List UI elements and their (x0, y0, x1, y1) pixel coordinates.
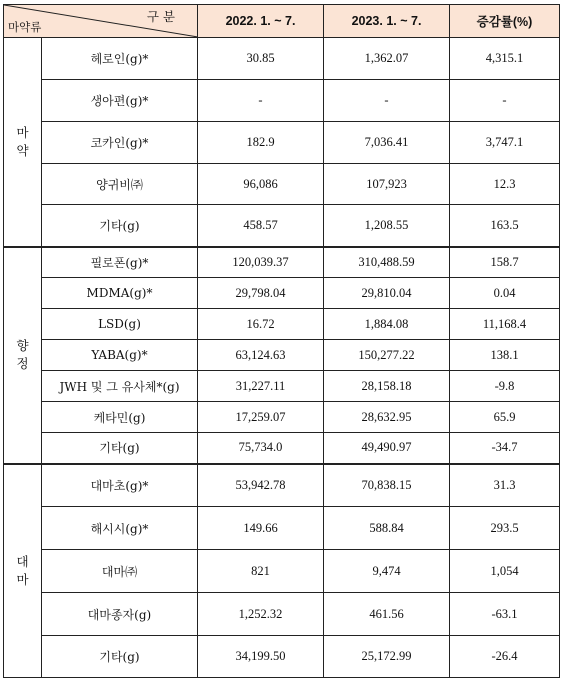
drug-item-cell: 대마종자(g) (42, 593, 198, 636)
table-row (4, 38, 560, 80)
value-2022-cell: 120,039.37 (198, 247, 324, 278)
value-2023-cell: 150,277.22 (324, 340, 450, 371)
table-row (4, 164, 560, 205)
drug-item-cell: 기타(g) (42, 205, 198, 247)
table-row (4, 247, 560, 278)
change-rate-cell: 163.5 (450, 205, 560, 247)
value-2022-cell: 30.85 (198, 38, 324, 80)
table-row (4, 402, 560, 433)
drug-item-cell: 생아편(g)* (42, 80, 198, 122)
value-2022-cell: 63,124.63 (198, 340, 324, 371)
value-2023-cell: 7,036.41 (324, 122, 450, 164)
drug-item-cell: YABA(g)* (42, 340, 198, 371)
value-2022-cell: 53,942.78 (198, 464, 324, 507)
drug-item-cell: 기타(g) (42, 433, 198, 464)
drug-seizure-table-wrapper (3, 4, 559, 678)
drug-item-cell: 기타(g) (42, 636, 198, 678)
table-row (4, 340, 560, 371)
table-row (4, 371, 560, 402)
change-rate-cell: 11,168.4 (450, 309, 560, 340)
value-2022-cell: 458.57 (198, 205, 324, 247)
value-2022-cell: 17,259.07 (198, 402, 324, 433)
group-label-char: 정 (16, 356, 29, 371)
table-row (4, 433, 560, 464)
header-2022: 2022. 1. ~ 7. (198, 5, 324, 38)
group-label-cell (4, 38, 42, 247)
value-2022-cell: 821 (198, 550, 324, 593)
drug-item-cell: 헤로인(g)* (42, 38, 198, 80)
value-2023-cell: 70,838.15 (324, 464, 450, 507)
header-corner-cell (4, 5, 198, 38)
value-2023-cell: - (324, 80, 450, 122)
value-2022-cell: - (198, 80, 324, 122)
change-rate-cell: -63.1 (450, 593, 560, 636)
change-rate-cell: -26.4 (450, 636, 560, 678)
value-2022-cell: 149.66 (198, 507, 324, 550)
drug-item-cell: MDMA(g)* (42, 278, 198, 309)
value-2022-cell: 182.9 (198, 122, 324, 164)
value-2023-cell: 310,488.59 (324, 247, 450, 278)
change-rate-cell: 12.3 (450, 164, 560, 205)
table-row (4, 205, 560, 247)
table-header-row (4, 5, 560, 38)
value-2023-cell: 28,158.18 (324, 371, 450, 402)
value-2022-cell: 1,252.32 (198, 593, 324, 636)
group-label-char: 마 (16, 571, 29, 587)
drug-item-cell: JWH 및 그 유사체*(g) (42, 371, 198, 402)
value-2023-cell: 25,172.99 (324, 636, 450, 678)
change-rate-cell: 293.5 (450, 507, 560, 550)
value-2023-cell: 107,923 (324, 164, 450, 205)
value-2022-cell: 96,086 (198, 164, 324, 205)
table-row (4, 507, 560, 550)
drug-item-cell: 대마초(g)* (42, 464, 198, 507)
change-rate-cell: -34.7 (450, 433, 560, 464)
header-change-rate: 증감률(%) (450, 5, 560, 38)
group-label-char: 향 (16, 338, 29, 353)
change-rate-cell: 3,747.1 (450, 122, 560, 164)
group-label-cell (4, 464, 42, 678)
change-rate-cell: 4,315.1 (450, 38, 560, 80)
change-rate-cell: 31.3 (450, 464, 560, 507)
header-drug-class: 마약류 (8, 20, 42, 34)
table-row (4, 80, 560, 122)
change-rate-cell: 1,054 (450, 550, 560, 593)
value-2023-cell: 29,810.04 (324, 278, 450, 309)
table-body (4, 38, 560, 678)
change-rate-cell: - (450, 80, 560, 122)
group-label-cell (4, 247, 42, 464)
change-rate-cell: -9.8 (450, 371, 560, 402)
value-2022-cell: 34,199.50 (198, 636, 324, 678)
table-row (4, 593, 560, 636)
drug-seizure-table (3, 4, 560, 678)
change-rate-cell: 138.1 (450, 340, 560, 371)
header-category: 구 분 (146, 9, 175, 24)
value-2022-cell: 31,227.11 (198, 371, 324, 402)
drug-item-cell: 대마㈜ (42, 550, 198, 593)
value-2023-cell: 28,632.95 (324, 402, 450, 433)
change-rate-cell: 0.04 (450, 278, 560, 309)
table-row (4, 464, 560, 507)
table-row (4, 309, 560, 340)
drug-item-cell: 코카인(g)* (42, 122, 198, 164)
value-2023-cell: 9,474 (324, 550, 450, 593)
table-row (4, 550, 560, 593)
value-2023-cell: 588.84 (324, 507, 450, 550)
group-label-char: 마 (16, 124, 29, 140)
drug-item-cell: 케타민(g) (42, 402, 198, 433)
table-row (4, 278, 560, 309)
value-2022-cell: 75,734.0 (198, 433, 324, 464)
value-2022-cell: 29,798.04 (198, 278, 324, 309)
change-rate-cell: 158.7 (450, 247, 560, 278)
value-2023-cell: 461.56 (324, 593, 450, 636)
drug-item-cell: 필로폰(g)* (42, 247, 198, 278)
drug-item-cell: 양귀비㈜ (42, 164, 198, 205)
value-2023-cell: 1,362.07 (324, 38, 450, 80)
value-2022-cell: 16.72 (198, 309, 324, 340)
table-row (4, 122, 560, 164)
drug-item-cell: 해시시(g)* (42, 507, 198, 550)
group-label-char: 약 (16, 142, 29, 158)
drug-item-cell: LSD(g) (42, 309, 198, 340)
table-row (4, 636, 560, 678)
value-2023-cell: 1,884.08 (324, 309, 450, 340)
header-2023: 2023. 1. ~ 7. (324, 5, 450, 38)
change-rate-cell: 65.9 (450, 402, 560, 433)
value-2023-cell: 49,490.97 (324, 433, 450, 464)
value-2023-cell: 1,208.55 (324, 205, 450, 247)
group-label-char: 대 (16, 553, 29, 569)
